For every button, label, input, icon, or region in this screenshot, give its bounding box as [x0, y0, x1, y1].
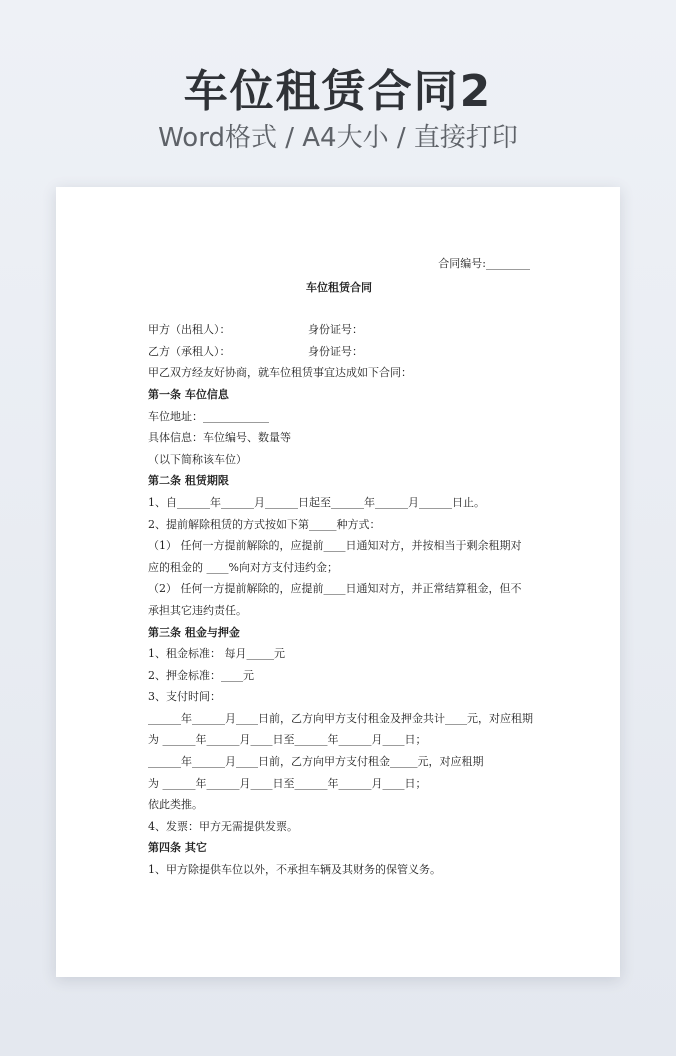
section-2-line-1: 1、自______年______月______日起至______年______月______日止。 — [148, 495, 485, 509]
section-3-line-3: 3、支付时间： — [148, 690, 221, 704]
party-a-label: 甲方（出租人）： — [148, 323, 231, 337]
section-3-line-1: 1、租金标准： 每月_____元 — [148, 647, 285, 661]
party-b-line — [148, 341, 530, 363]
section-3-line-2: 2、押金标准：____元 — [148, 668, 254, 682]
party-a-id-label: 身份证号： — [308, 323, 363, 337]
section-2-line-2: 2、提前解除租赁的方式按如下第_____种方式： — [148, 517, 381, 531]
section-2-title: 第二条 租赁期限 — [148, 474, 229, 488]
contract-number: 合同编号:________ — [438, 257, 530, 270]
intro-text: 甲乙双方经友好协商，就车位租赁事宜达成如下合同： — [148, 366, 412, 380]
section-2-line-6: 承担其它违约责任。 — [148, 603, 247, 617]
section-1-title: 第一条 车位信息 — [148, 387, 229, 401]
document-page — [56, 187, 620, 977]
party-a-line — [148, 319, 530, 341]
contract-body — [148, 253, 533, 881]
section-3-line-9: 4、发票：甲方无需提供发票。 — [148, 819, 298, 833]
section-3-title: 第三条 租金与押金 — [148, 625, 240, 639]
section-3-line-5: 为 ______年______月____日至______年______月____日； — [148, 733, 427, 747]
section-3-line-6: ______年______月____日前，乙方向甲方支付租金_____元，对应租期 — [148, 755, 484, 769]
section-1-note: （以下简称该车位） — [148, 452, 247, 466]
section-2-line-3: （1） 任何一方提前解除的，应提前____日通知对方，并按相当于剩余租期对 — [148, 539, 522, 553]
party-b-label: 乙方（承租人）： — [148, 344, 231, 358]
party-b-id-label: 身份证号： — [308, 344, 363, 358]
section-3-line-4: ______年______月____日前，乙方向甲方支付租金及押金共计____元，对应租期 — [148, 711, 533, 725]
section-2-line-5: （2） 任何一方提前解除的，应提前____日通知对方，并正常结算租金，但不 — [148, 582, 522, 596]
section-2-line-4: 应的租金的 ____%向对方支付违约金； — [148, 560, 338, 574]
section-3-line-7: 为 ______年______月____日至______年______月____日； — [148, 776, 427, 790]
section-1-detail: 具体信息：车位编号、数量等 — [148, 431, 291, 445]
poster-title: 车位租赁合同2 — [183, 66, 493, 117]
poster-subtitle: Word格式 / A4大小 / 直接打印 — [158, 123, 518, 153]
contract-title: 车位租赁合同 — [306, 280, 372, 294]
section-4-line-1: 1、甲方除提供车位以外，不承担车辆及其财务的保管义务。 — [148, 863, 441, 877]
section-4-title: 第四条 其它 — [148, 841, 207, 855]
spacer — [148, 298, 530, 319]
section-3-line-8: 依此类推。 — [148, 798, 203, 812]
section-1-address: 车位地址：____________ — [148, 409, 269, 423]
